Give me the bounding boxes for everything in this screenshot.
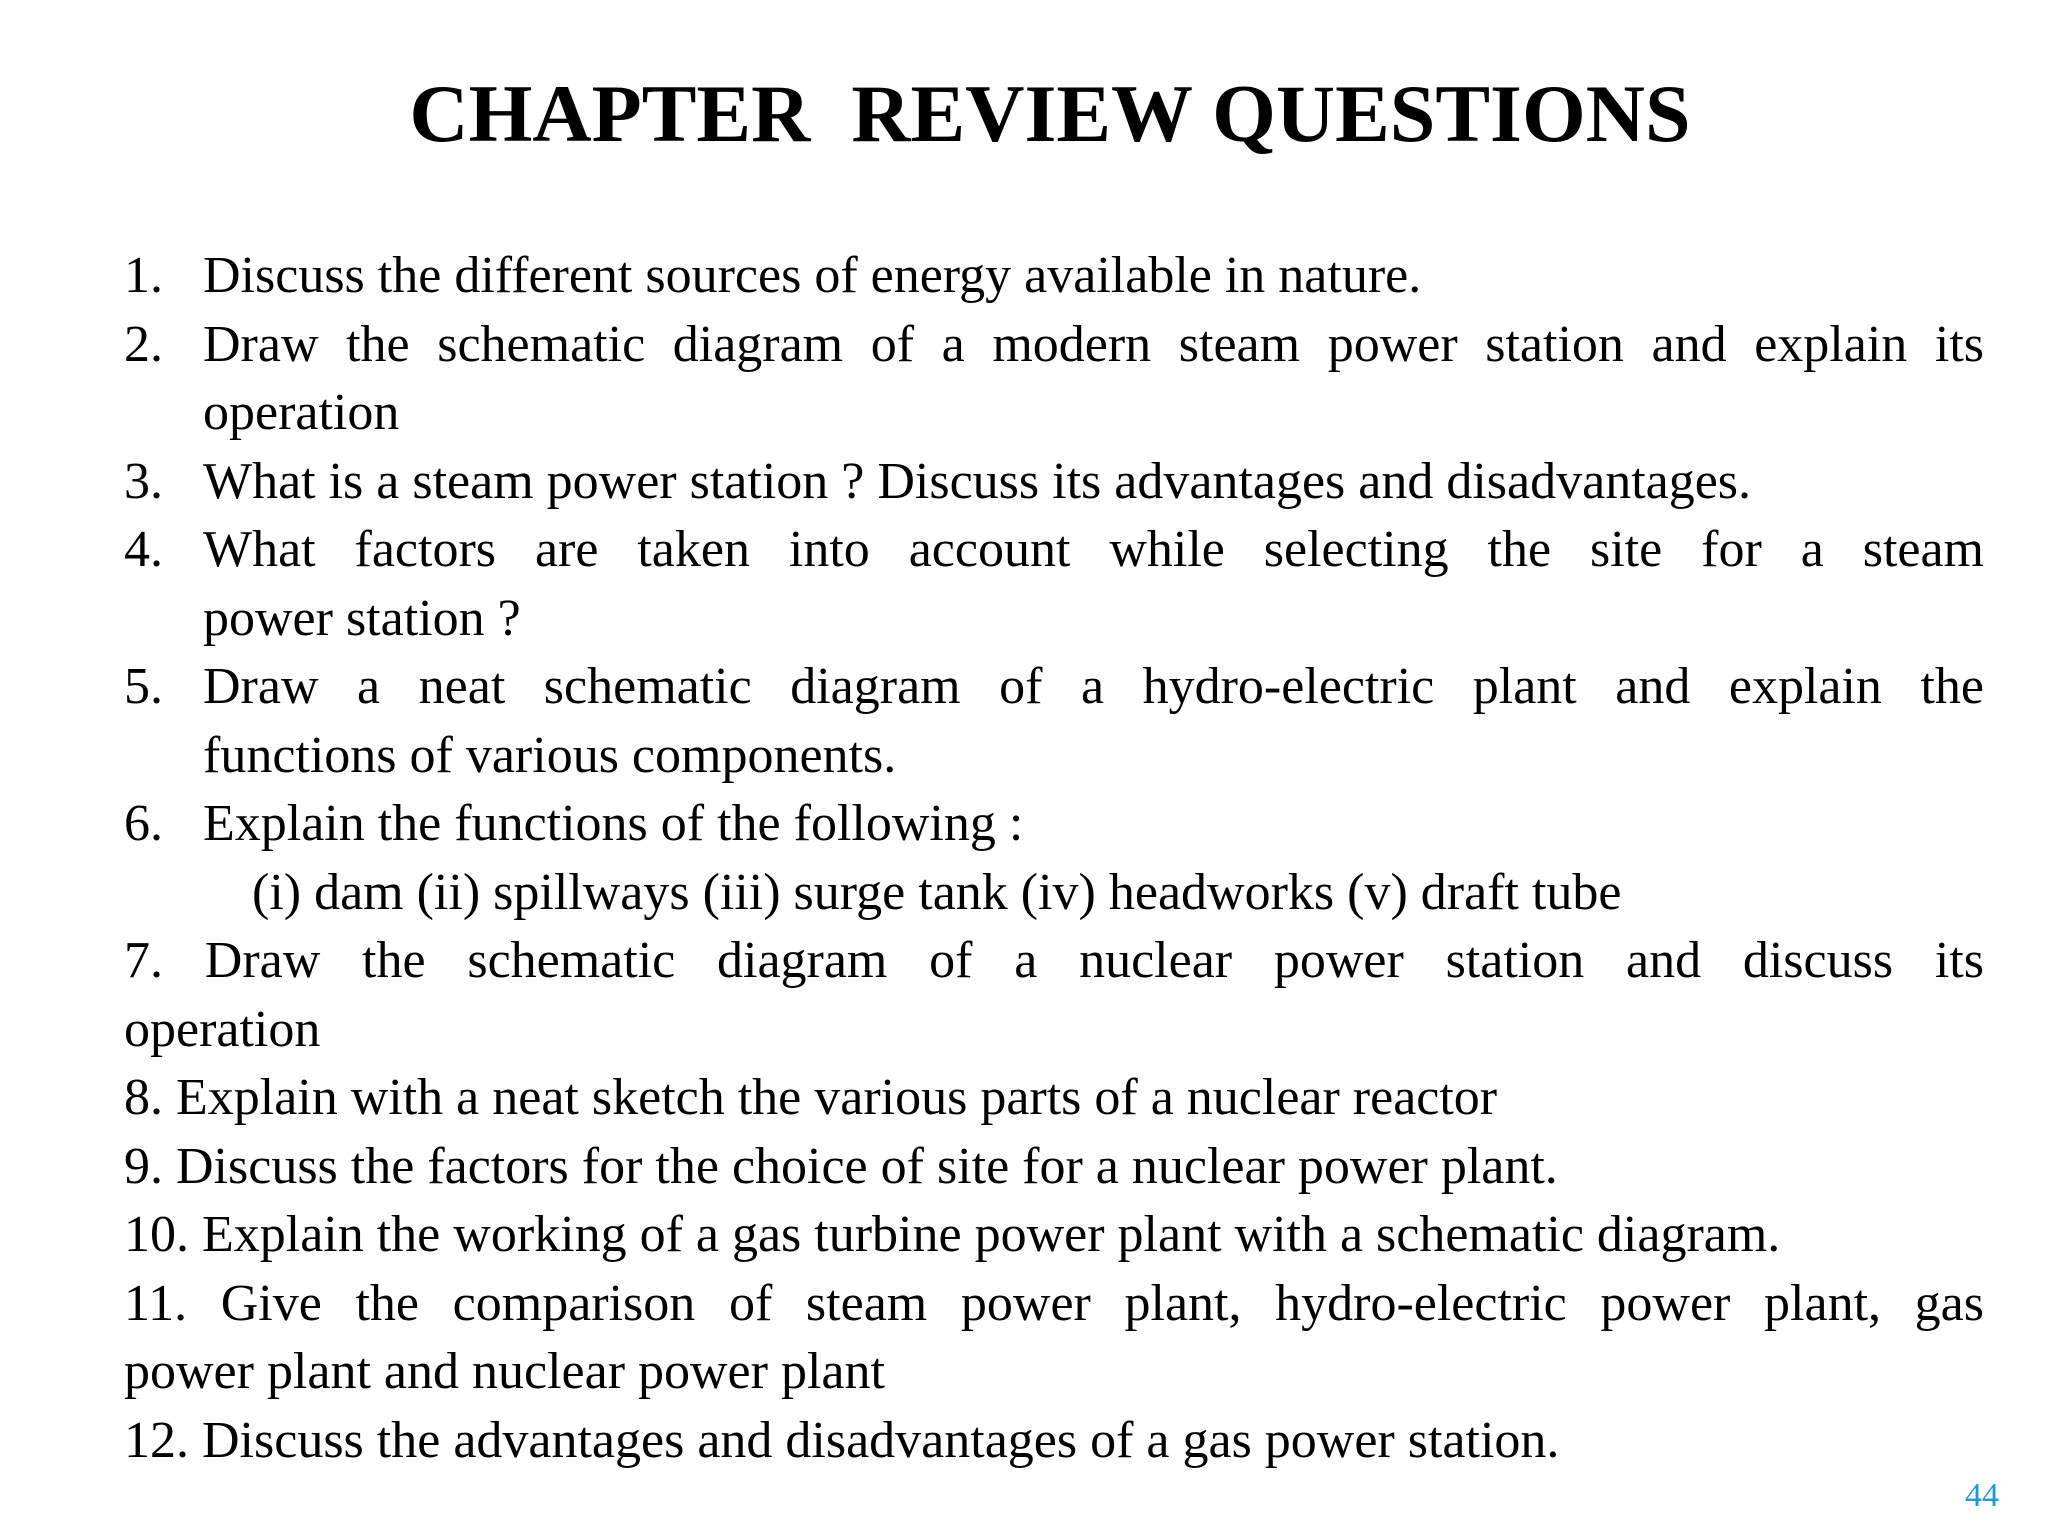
item-text-line: Draw the schematic diagram of a modern steam power station and explain its — [203, 315, 1984, 373]
item-text — [203, 311, 1984, 448]
page-title: CHAPTER REVIEW QUESTIONS — [409, 68, 1691, 159]
item-number: 3. — [124, 452, 163, 510]
item-text: What is a steam power station ? Discuss its advantages and disadvantages. — [203, 452, 1752, 510]
item-text: Discuss the different sources of energy available in nature. — [203, 247, 1422, 304]
item-text-line: 11. Give the comparison of steam power plant, hydro-electric power plant, gas — [124, 1274, 1984, 1332]
list-item — [124, 927, 1984, 1064]
item-text — [203, 653, 1984, 790]
item-number: 5. — [124, 658, 163, 715]
list-item — [124, 516, 1984, 653]
item-number: 1. — [124, 247, 163, 304]
item-text-line: operation — [124, 1000, 321, 1058]
item-text-line: power plant and nuclear power plant — [124, 1343, 885, 1400]
item-text-line: functions of various components. — [203, 726, 897, 784]
list-item: 9. Discuss the factors for the choice of site for a nuclear power plant. — [124, 1137, 1558, 1195]
sub-item-text: (i) dam (ii) spillways (iii) surge tank (iv) headworks (v) draft tube — [252, 863, 1622, 921]
item-text: Explain the functions of the following : — [203, 795, 1024, 852]
list-item: 8. Explain with a neat sketch the various parts of a nuclear reactor — [124, 1069, 1498, 1126]
question-list — [124, 242, 1984, 1475]
item-text-line: Draw a neat schematic diagram of a hydro-electric plant and explain the — [203, 658, 1984, 715]
list-item — [124, 242, 1984, 311]
item-text-line: 7. Draw the schematic diagram of a nuclear power station and discuss its — [124, 932, 1984, 989]
item-text — [203, 516, 1984, 653]
page-number: 44 — [1965, 1477, 1999, 1514]
list-item: 12. Discuss the advantages and disadvantages of a gas power station. — [124, 1411, 1560, 1469]
item-number: 4. — [124, 521, 163, 578]
list-item: 10. Explain the working of a gas turbine power plant with a schematic diagram. — [124, 1206, 1781, 1263]
item-text-line: What factors are taken into account while selecting the site for a steam — [203, 521, 1984, 578]
item-number: 6. — [124, 795, 163, 852]
list-item — [124, 1270, 1984, 1407]
list-item — [124, 790, 1984, 859]
list-item — [124, 448, 1984, 517]
item-number: 2. — [124, 315, 163, 373]
item-text-line: power station ? — [203, 589, 521, 647]
list-item — [124, 311, 1984, 448]
list-item — [124, 653, 1984, 790]
item-text-line: operation — [203, 384, 400, 441]
